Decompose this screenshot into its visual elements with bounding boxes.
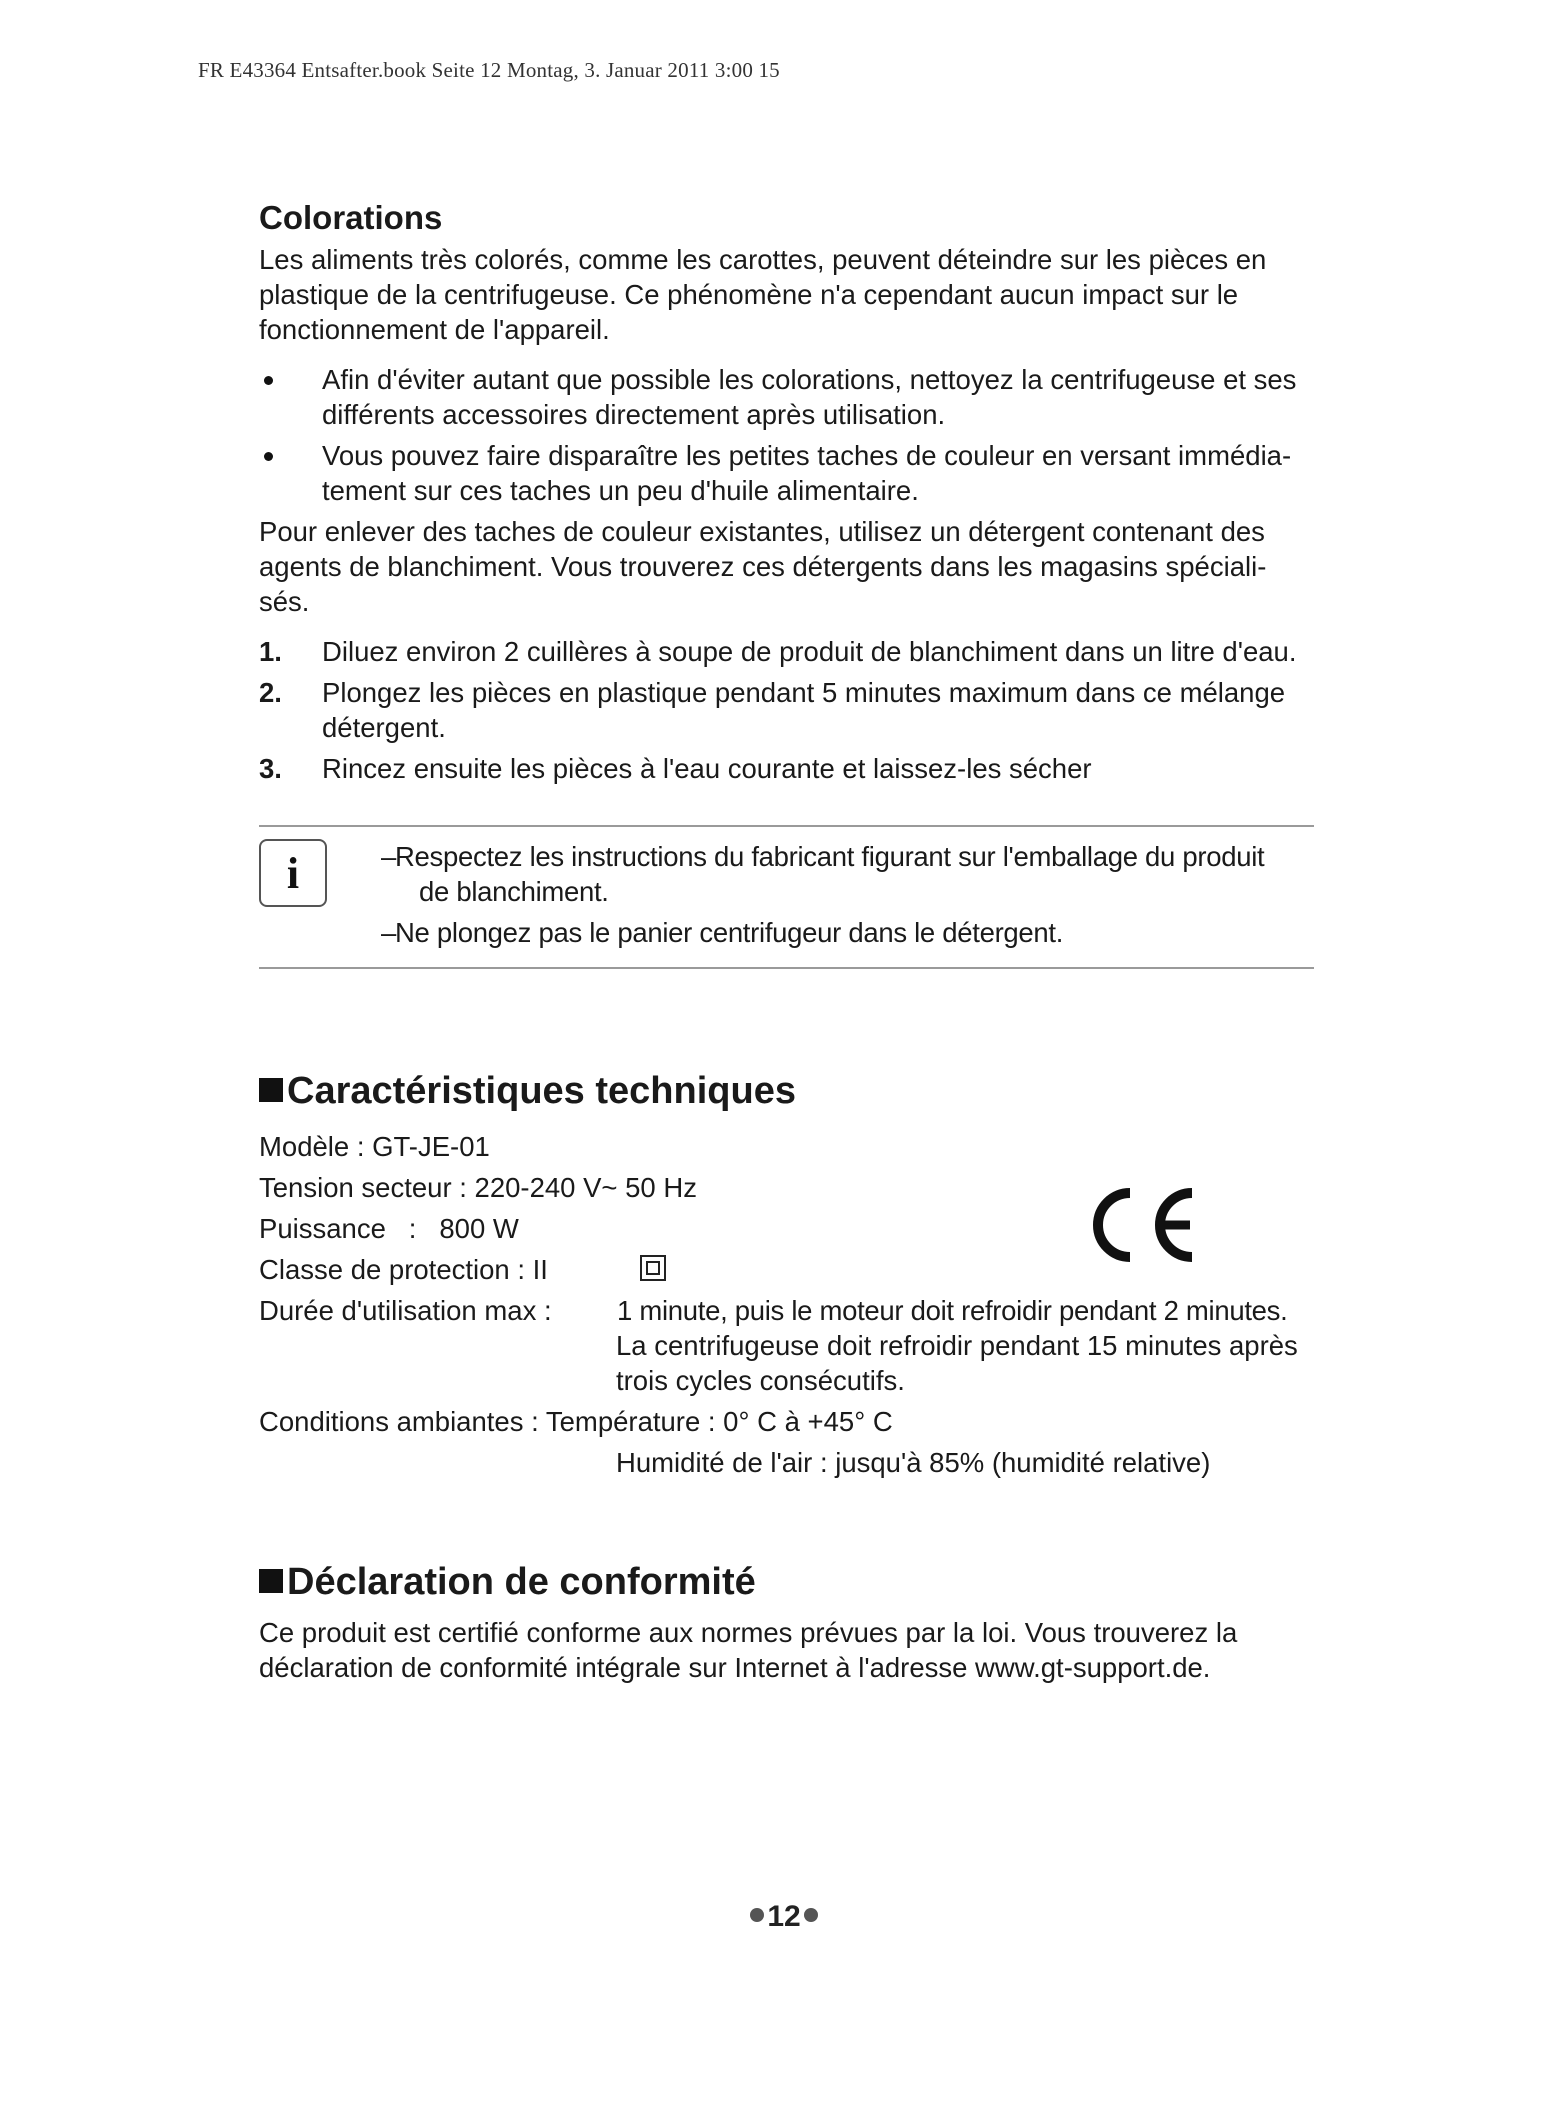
- step-item: [259, 751, 1319, 786]
- page-number: [0, 1900, 1568, 1934]
- info-icon: i: [259, 839, 327, 907]
- bullet-item: [259, 362, 1319, 432]
- step-text: Rincez ensuite les pièces à l'eau courante et laissez-les sécher: [322, 753, 1092, 784]
- step-text: détergent.: [322, 712, 446, 743]
- step-text: Diluez environ 2 cuillères à soupe de produit de blanchiment dans un litre d'eau.: [322, 636, 1297, 667]
- square-bullet-icon: [259, 1078, 283, 1102]
- page-dot-icon: [804, 1908, 818, 1922]
- bullet-text: Afin d'éviter autant que possible les colorations, nettoyez la centrifugeuse et ses: [322, 364, 1297, 395]
- spec-duration-value: 1 minute, puis le moteur doit refroidir pendant 2 minutes.: [617, 1295, 1288, 1326]
- note-line: [259, 839, 1314, 909]
- spec-protection: Classe de protection : II: [259, 1254, 548, 1285]
- spec-model: Modèle : GT-JE-01: [259, 1131, 490, 1162]
- step-item: [259, 675, 1319, 745]
- colorations-title: Colorations: [259, 199, 443, 236]
- note-text: de blanchiment.: [419, 876, 609, 907]
- square-bullet-icon: [259, 1569, 283, 1593]
- specs-section: [259, 1068, 1319, 1114]
- spec-voltage: Tension secteur : 220-240 V~ 50 Hz: [259, 1172, 697, 1203]
- bullet-text: différents accessoires directement après utilisation.: [322, 399, 946, 430]
- conformity-text: déclaration de conformité intégrale sur Internet à l'adresse www.gt-support.de.: [259, 1652, 1211, 1683]
- note-text: Respectez les instructions du fabricant figurant sur l'emballage du produit: [395, 841, 1265, 872]
- conformity-title-text: Déclaration de conformité: [287, 1561, 756, 1603]
- bullet-dot: [264, 376, 273, 385]
- step-item: [259, 634, 1319, 669]
- paragraph-line: Pour enlever des taches de couleur existantes, utilisez un détergent contenant des: [259, 516, 1265, 547]
- spec-humidity: Humidité de l'air : jusqu'à 85% (humidité relative): [616, 1447, 1211, 1478]
- conformity-title: [259, 1559, 1319, 1605]
- specs-title-text: Caractéristiques techniques: [287, 1070, 796, 1112]
- bullet-text: Vous pouvez faire disparaître les petites taches de couleur en versant immédia-: [322, 440, 1292, 471]
- paragraph-line: sés.: [259, 586, 310, 617]
- note-dash: –: [381, 841, 396, 872]
- intro-line: plastique de la centrifugeuse. Ce phénomène n'a cependant aucun impact sur le: [259, 279, 1239, 310]
- intro-line: fonctionnement de l'appareil.: [259, 314, 610, 345]
- intro-line: Les aliments très colorés, comme les carottes, peuvent déteindre sur les pièces en: [259, 244, 1267, 275]
- spec-duration-value: La centrifugeuse doit refroidir pendant 15 minutes après: [616, 1330, 1298, 1361]
- note-dash: –: [381, 917, 396, 948]
- spec-duration-label: Durée d'utilisation max :: [259, 1295, 552, 1326]
- conformity-text: Ce produit est certifié conforme aux normes prévues par la loi. Vous trouverez la: [259, 1617, 1238, 1648]
- page-dot-icon: [750, 1908, 764, 1922]
- step-text: Plongez les pièces en plastique pendant 5 minutes maximum dans ce mélange: [322, 677, 1286, 708]
- page-number-text: 12: [767, 1900, 801, 1933]
- bullet-item: [259, 438, 1319, 508]
- note-text: Ne plongez pas le panier centrifugeur dans le détergent.: [395, 917, 1064, 948]
- step-number: 3.: [259, 753, 282, 784]
- spec-duration-value: trois cycles consécutifs.: [616, 1365, 905, 1396]
- step-number: 1.: [259, 636, 282, 667]
- info-note: [259, 825, 1314, 969]
- conformity-section: [259, 1559, 1319, 1685]
- spec-conditions: Conditions ambiantes : Température : 0° C à +45° C: [259, 1406, 893, 1437]
- bullet-dot: [264, 452, 273, 461]
- note-line: [259, 915, 1314, 950]
- paragraph-line: agents de blanchiment. Vous trouverez ces détergents dans les magasins spéciali-: [259, 551, 1267, 582]
- double-insulation-icon: [640, 1255, 666, 1281]
- book-header-slug: FR E43364 Entsafter.book Seite 12 Montag, 3. Januar 2011 3:00 15: [198, 58, 780, 82]
- spec-power: Puissance : 800 W: [259, 1213, 519, 1244]
- ce-mark-icon: [1080, 1185, 1200, 1265]
- specs-title: [259, 1068, 1319, 1114]
- bullet-text: tement sur ces taches un peu d'huile alimentaire.: [322, 475, 919, 506]
- colorations-section: [259, 198, 1319, 786]
- step-number: 2.: [259, 677, 282, 708]
